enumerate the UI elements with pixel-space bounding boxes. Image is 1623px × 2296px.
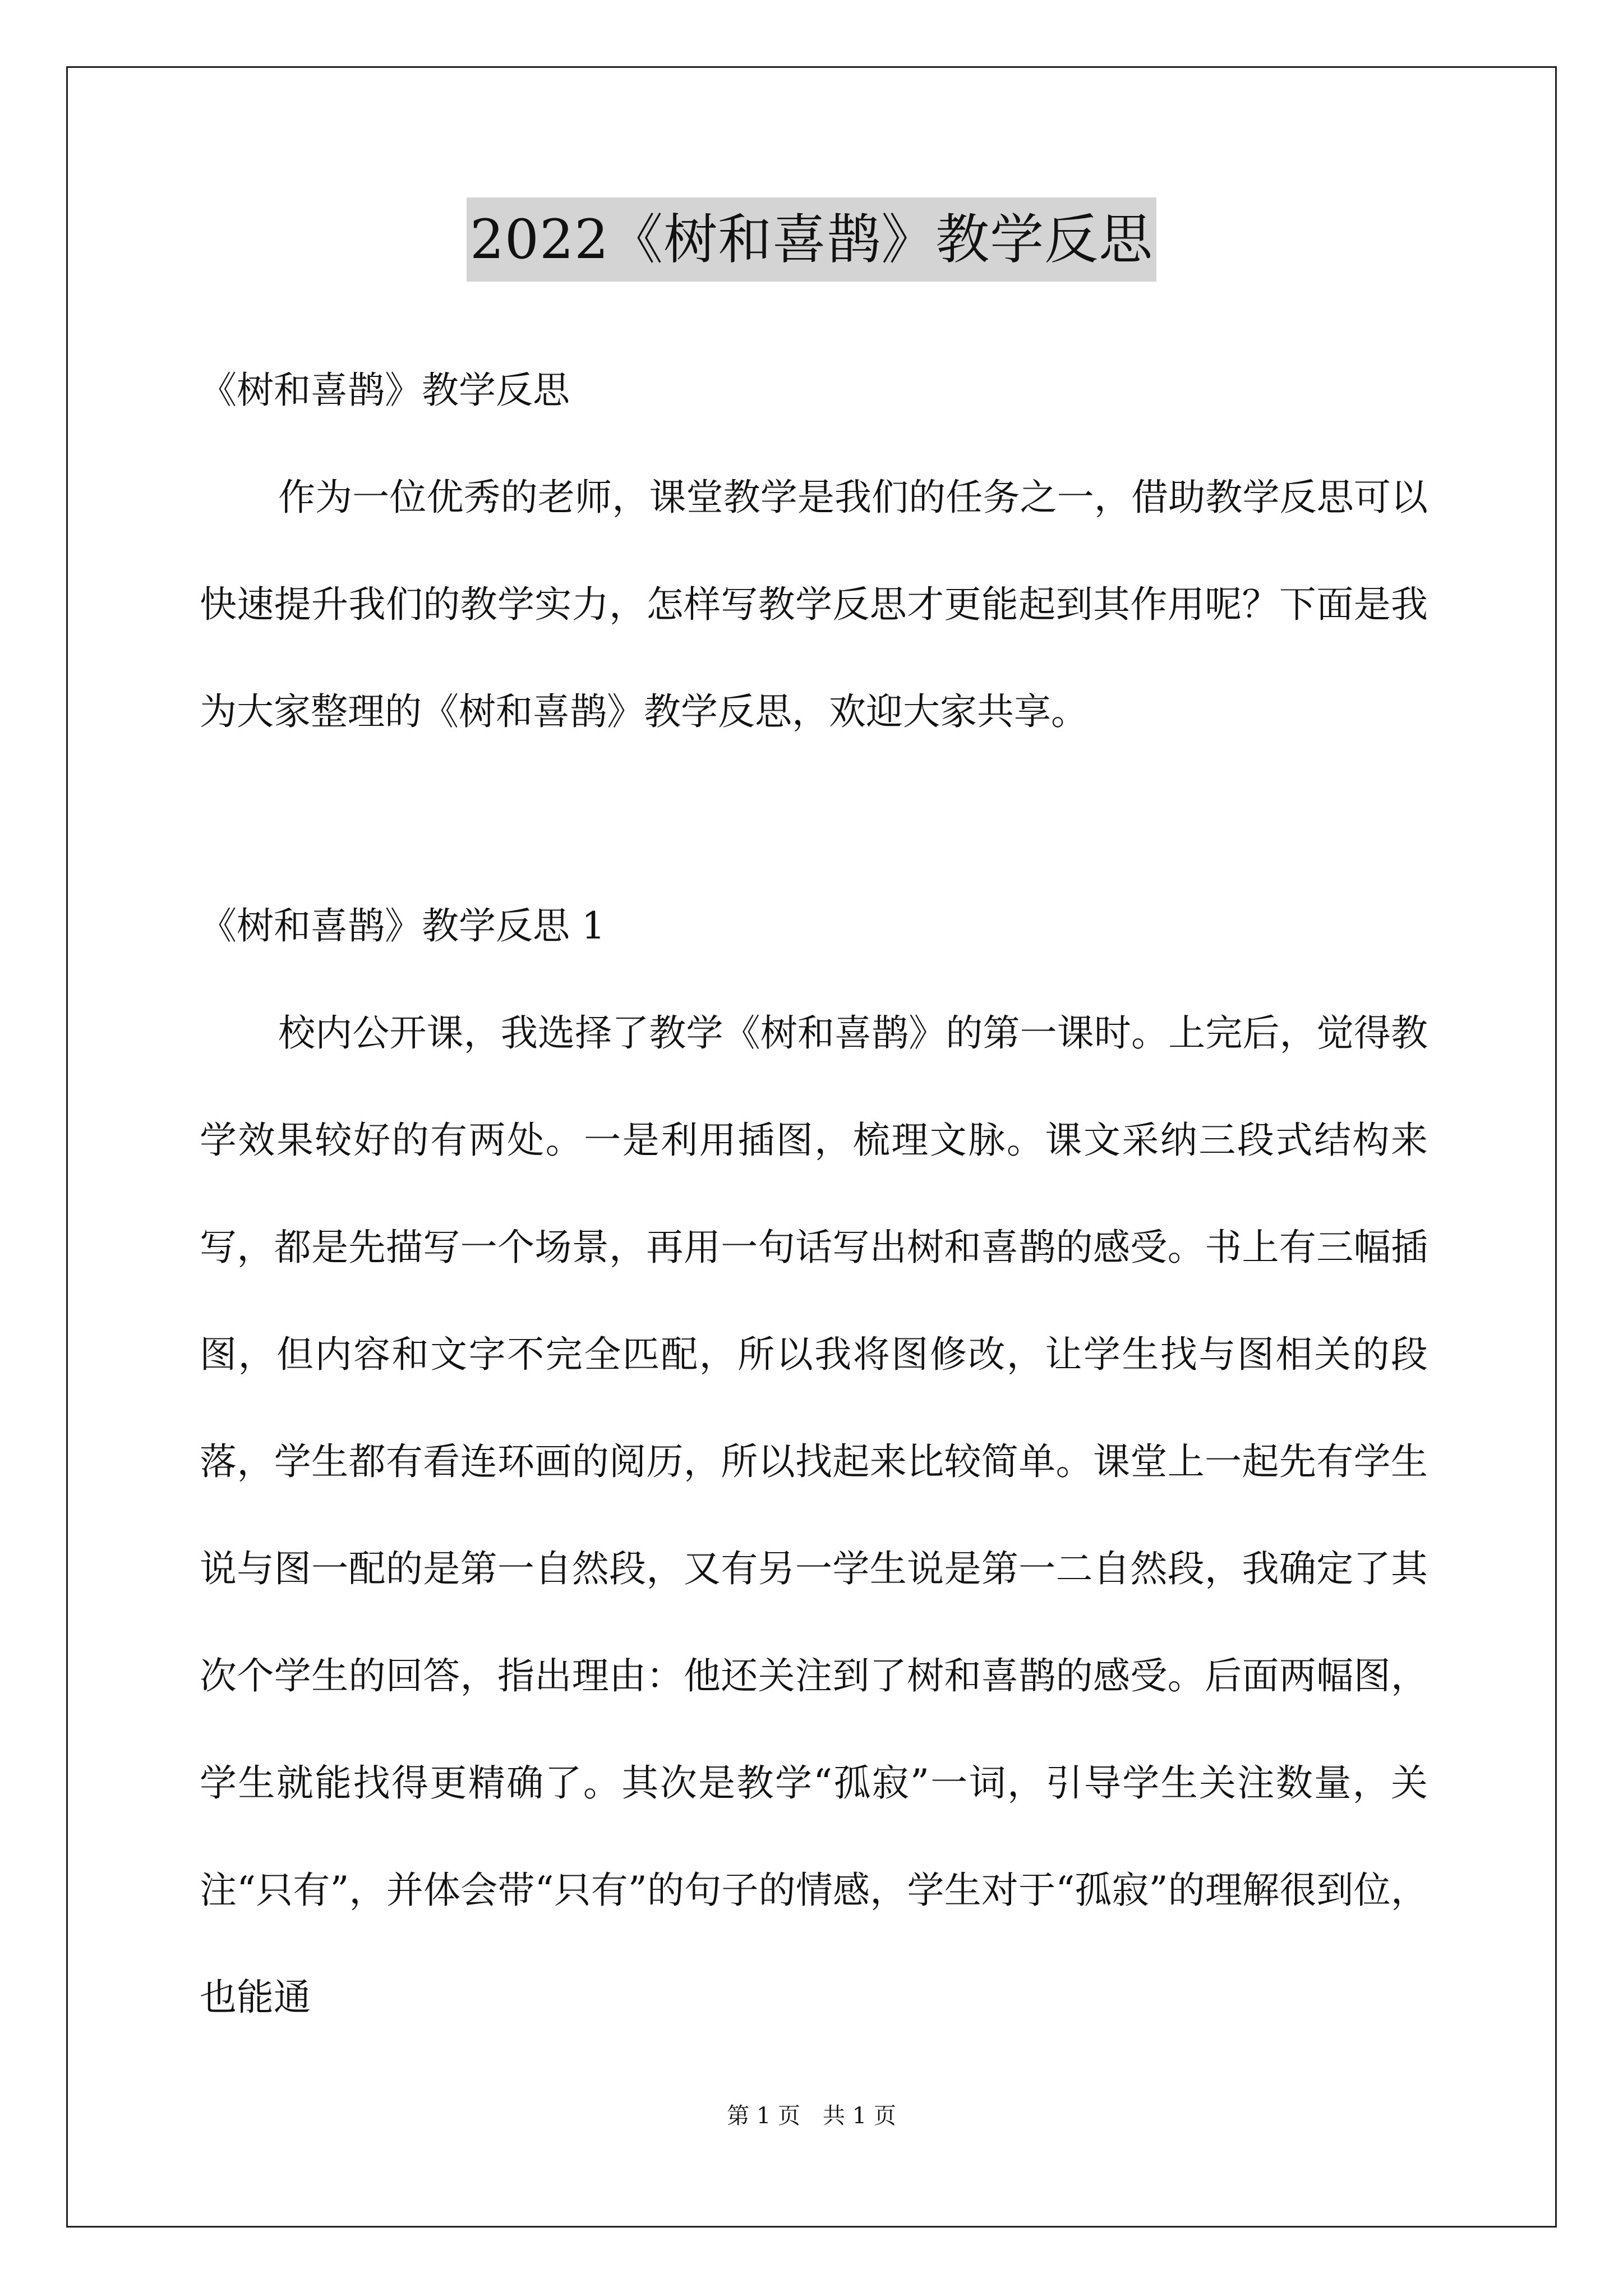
document-title: 2022《树和喜鹊》教学反思	[467, 197, 1156, 282]
title-container	[0, 197, 1623, 282]
intro-paragraph: 作为一位优秀的老师，课堂教学是我们的任务之一，借助教学反思可以快速提升我们的教学实力，怎样写教学反思才更能起到其作用呢？下面是我为大家整理的《树和喜鹊》教学反思，欢迎大家共享。	[200, 476, 1428, 733]
body-paragraph: 校内公开课，我选择了教学《树和喜鹊》的第一课时。上完后，觉得教学效果较好的有两处。一是利用插图，梳理文脉。课文采纳三段式结构来写，都是先描写一个场景，再用一句话写出树和喜鹊的感受。书上有三幅插图，但内容和文字不完全匹配，所以我将图修改，让学生找与图相关的段落，学生都有看连环画的阅历，所以找起来比较简单。课堂上一起先有学生说与图一配的是第一自然段，又有另一学生说是第一二自然段，我确定了其次个学生的回答，指出理由：他还关注到了树和喜鹊的感受。后面两幅图，学生就能找得更精确了。其次是教学“孤寂”一词，引导学生关注数量，关注“只有”，并体会带“只有”的句子的情感，学生对于“孤寂”的理解很到位，也能通	[200, 1011, 1428, 2019]
page-footer: 第 1 页 共 1 页	[727, 2103, 896, 2129]
section-heading: 《树和喜鹊》教学反思 1	[200, 904, 605, 947]
paragraph-gap	[200, 765, 1428, 872]
subtitle: 《树和喜鹊》教学反思	[200, 369, 570, 412]
document-body	[200, 337, 1428, 2051]
